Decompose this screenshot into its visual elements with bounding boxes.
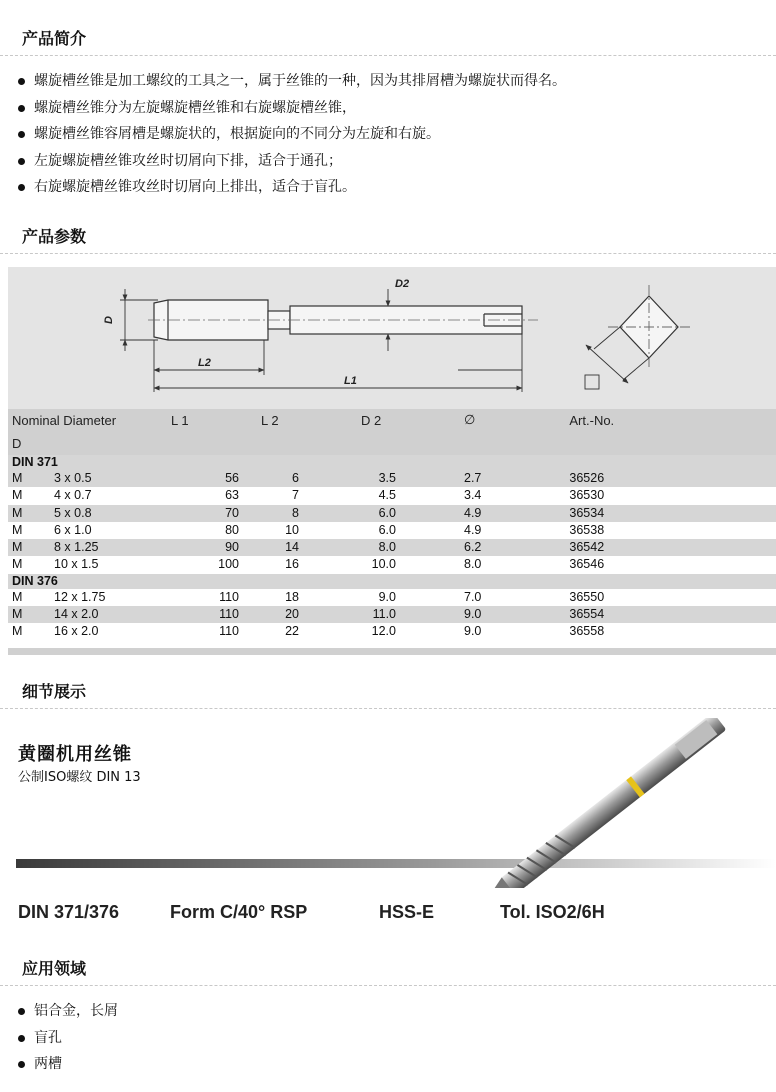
cell-l2: 6 — [261, 470, 361, 487]
cell-art-no: 36558 — [569, 624, 605, 639]
col-square: ∅ — [464, 409, 569, 431]
cell-m: M — [8, 539, 36, 556]
cell-m: M — [12, 522, 23, 537]
cell-l2: 20 — [261, 606, 361, 623]
cell-square: 7.0 — [464, 589, 482, 604]
table-group-row — [8, 455, 776, 470]
cell-l2: 22 — [285, 624, 299, 639]
cell-l1: 63 — [225, 488, 239, 503]
cell-size: 8 x 1.25 — [36, 539, 171, 556]
cell-l1: 110 — [219, 624, 239, 639]
cell-l2: 14 — [261, 539, 361, 556]
cell-art-no: 36546 — [569, 557, 605, 572]
cell-square: 4.9 — [464, 505, 569, 522]
section-header-detail — [0, 675, 776, 709]
list-item: 螺旋槽丝锥分为左旋螺旋槽丝锥和右旋螺旋槽丝锥， — [18, 95, 566, 122]
cell-d2: 6.0 — [378, 522, 396, 537]
cell-size: 16 x 2.0 — [54, 624, 99, 639]
cell-m: M — [8, 470, 36, 487]
spec-form: Form C/40° RSP — [170, 902, 308, 922]
col-nominal-diameter: Nominal Diameter — [8, 409, 171, 431]
cell-art-no: 36542 — [569, 539, 776, 556]
cell-l2: 10 — [285, 522, 299, 537]
group-name: DIN 376 — [8, 574, 776, 589]
cell-art-no: 36554 — [569, 606, 776, 623]
list-item: 两槽 — [18, 1051, 118, 1078]
section-title-params: 产品参数 — [22, 227, 87, 246]
table-row — [8, 470, 776, 487]
cell-d2: 12.0 — [371, 624, 396, 639]
cell-size: 14 x 2.0 — [36, 606, 171, 623]
cell-m: M — [12, 589, 23, 604]
spec-din: DIN 371/376 — [18, 902, 120, 922]
cell-art-no: 36538 — [569, 522, 605, 537]
cell-d2: 10.0 — [371, 557, 396, 572]
tap-drawing — [8, 267, 776, 409]
label-d: D — [103, 316, 115, 324]
spec-material: HSS-E — [379, 902, 435, 922]
table-row — [8, 606, 776, 623]
table-row — [8, 522, 776, 539]
cell-l1: 110 — [171, 606, 261, 623]
col-l2: L 2 — [261, 409, 361, 431]
cell-l1: 80 — [225, 522, 239, 537]
section-header-params — [0, 220, 776, 254]
cell-size: 12 x 1.75 — [54, 589, 106, 604]
list-item: 螺旋槽丝锥容屑槽是螺旋状的，根据旋向的不同分为左旋和右旋。 — [18, 121, 566, 148]
cell-l1: 110 — [219, 589, 239, 604]
cell-m: M — [12, 557, 23, 572]
cell-l2: 18 — [285, 589, 299, 604]
section-header-intro — [0, 22, 776, 56]
table-group-row — [8, 574, 776, 589]
cell-m: M — [12, 624, 23, 639]
col-l1: L 1 — [171, 409, 261, 431]
section-title-detail: 细节展示 — [22, 682, 87, 701]
cell-size: 4 x 0.7 — [54, 488, 92, 503]
tap-product-image — [0, 718, 776, 888]
cell-l1: 56 — [171, 470, 261, 487]
list-item: 左旋螺旋槽丝锥攻丝时切屑向下排，适合于通孔； — [18, 148, 566, 175]
cell-l1: 100 — [218, 557, 239, 572]
cell-size: 6 x 1.0 — [54, 522, 92, 537]
section-header-application — [0, 952, 776, 986]
product-subtitle: 公制ISO螺纹 DIN 13 — [18, 770, 141, 785]
cell-size: 10 x 1.5 — [54, 557, 99, 572]
cell-m: M — [12, 488, 23, 503]
cell-art-no: 36530 — [569, 488, 605, 503]
cell-l2: 16 — [285, 557, 299, 572]
list-item: 螺旋槽丝锥是加工螺纹的工具之一，属于丝锥的一种，因为其排屑槽为螺旋状而得名。 — [18, 68, 566, 95]
cell-d2: 8.0 — [361, 539, 464, 556]
cell-d2: 9.0 — [378, 589, 396, 604]
col-art-no: Art.-No. — [569, 409, 776, 431]
cell-d2: 6.0 — [361, 505, 464, 522]
table-row — [8, 623, 776, 640]
application-list — [18, 998, 118, 1078]
group-name: DIN 371 — [8, 455, 776, 470]
cell-size: 3 x 0.5 — [36, 470, 171, 487]
cell-m: M — [8, 505, 36, 522]
cell-square: 2.7 — [464, 470, 569, 487]
label-d2: D2 — [395, 278, 410, 290]
label-l1: L1 — [344, 375, 357, 387]
list-item: 盲孔 — [18, 1025, 118, 1052]
spec-tolerance: Tol. ISO2/6H — [500, 902, 605, 922]
cell-square: 8.0 — [464, 557, 482, 572]
cell-d2: 3.5 — [361, 470, 464, 487]
cell-l1: 90 — [171, 539, 261, 556]
intro-list — [18, 68, 566, 201]
parameter-table — [8, 409, 776, 641]
table-header-row — [8, 409, 776, 431]
cell-d2: 11.0 — [361, 606, 464, 623]
list-item: 右旋螺旋槽丝锥攻丝时切屑向上排出，适合于盲孔。 — [18, 174, 566, 201]
cell-square: 4.9 — [464, 522, 482, 537]
cell-m: M — [8, 606, 36, 623]
label-l2: L2 — [198, 357, 211, 369]
list-item: 铝合金，长屑 — [18, 998, 118, 1025]
cell-square: 6.2 — [464, 539, 569, 556]
cell-art-no: 36534 — [569, 505, 776, 522]
cell-d2: 4.5 — [378, 488, 396, 503]
cell-art-no: 36526 — [569, 470, 776, 487]
table-row — [8, 539, 776, 556]
cell-size: 5 x 0.8 — [36, 505, 171, 522]
cell-art-no: 36550 — [569, 589, 605, 604]
table-row — [8, 505, 776, 522]
table-row — [8, 556, 776, 573]
table-row — [8, 487, 776, 504]
cell-l2: 8 — [261, 505, 361, 522]
col-nominal-diameter-sub: D — [8, 431, 776, 455]
section-title-application: 应用领域 — [22, 959, 87, 978]
product-title: 黄圈机用丝锥 — [18, 744, 132, 765]
cell-square: 9.0 — [464, 624, 482, 639]
col-d2: D 2 — [361, 409, 464, 431]
cell-l2: 7 — [292, 488, 299, 503]
product-detail-panel — [0, 718, 776, 938]
cell-l1: 70 — [171, 505, 261, 522]
section-title-intro: 产品简介 — [22, 29, 87, 48]
table-header-subrow — [8, 431, 776, 455]
tap-dimension-diagram — [8, 267, 776, 409]
cell-square: 3.4 — [464, 488, 482, 503]
table-footer-bar — [8, 648, 776, 655]
table-row — [8, 589, 776, 606]
cell-square: 9.0 — [464, 606, 569, 623]
